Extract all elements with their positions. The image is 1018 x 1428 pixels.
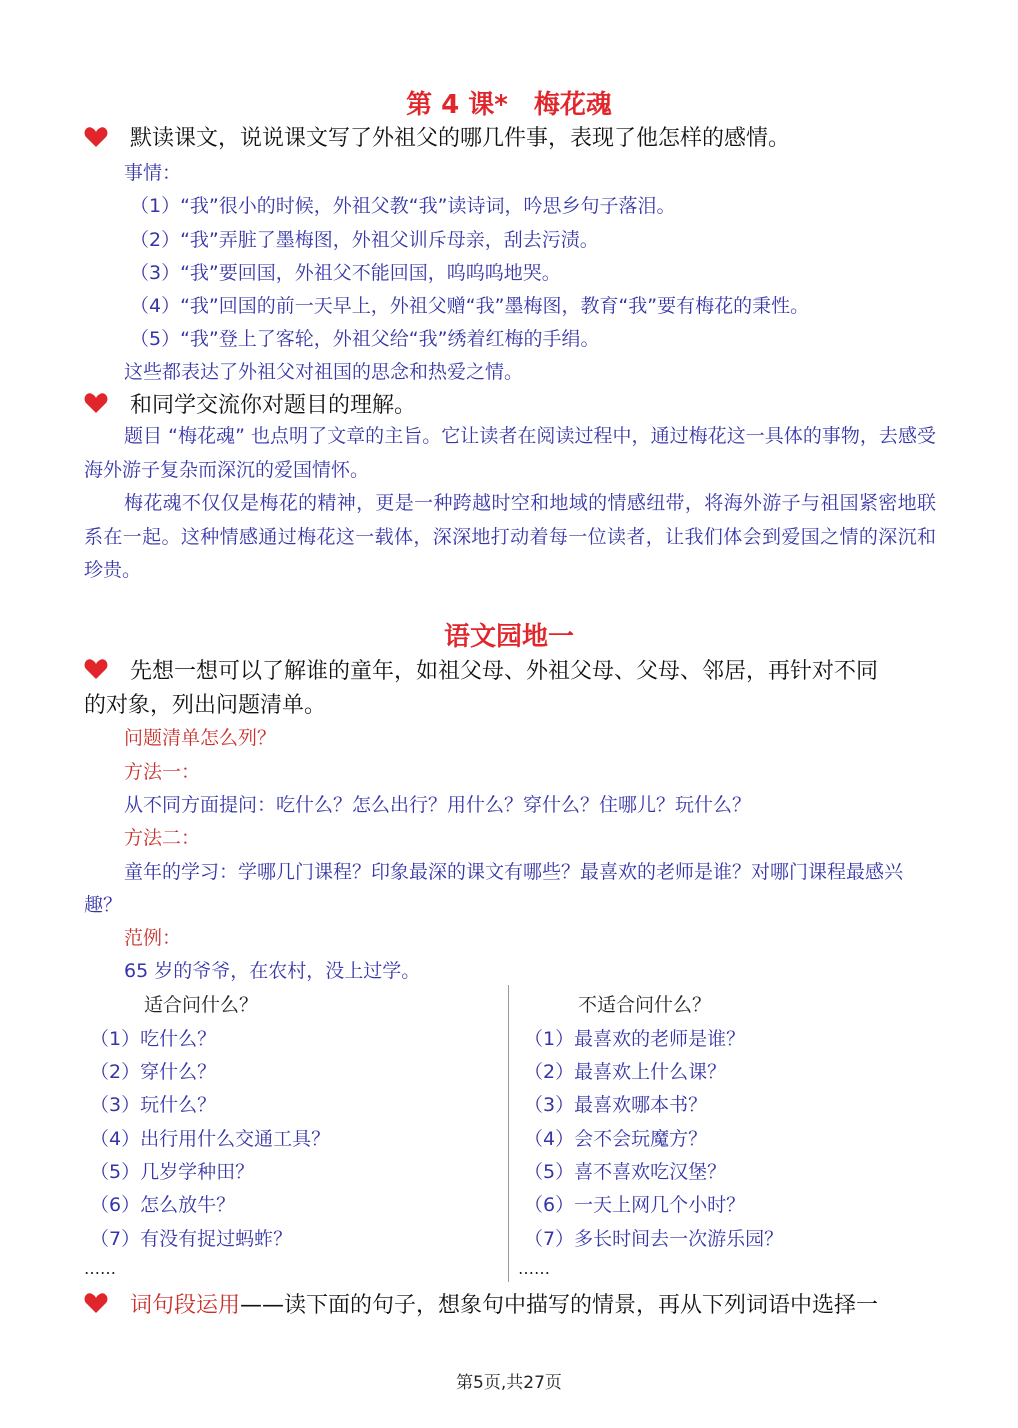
- events-label: 事情：: [124, 162, 182, 184]
- unsuitable-item: （3）最喜欢哪本书？: [524, 1094, 708, 1116]
- unsuitable-item: （7）多长时间去一次游乐园？: [524, 1228, 784, 1250]
- page-number: 第5页,共27页: [456, 1373, 562, 1393]
- question-3-label: 词句段运用: [130, 1293, 241, 1318]
- suitable-item: （1）吃什么？: [90, 1028, 217, 1050]
- garden-question-1-cont: 的对象，列出问题清单。: [84, 693, 327, 718]
- paragraph-2: 梅花魂不仅仅是梅花的精神，更是一种跨越时空和地域的情感纽带，将海外游子与祖国紧密地联系在一起。这种情感通过梅花这一载体，深深地打动着每一位读者，让我们体会到爱国之情的深沉和珍贵。: [84, 492, 936, 581]
- how-label: 问题清单怎么列？: [124, 727, 277, 749]
- question-3-text: ——读下面的句子，想象句中描写的情景，再从下列词语中选择一: [240, 1293, 879, 1318]
- event-item: （5）“我”登上了客轮，外祖父给“我”绣着红梅的手绢。: [130, 328, 600, 350]
- suitable-item: （2）穿什么？: [90, 1061, 217, 1083]
- example-text: 65 岁的爷爷，在农村，没上过学。: [124, 960, 421, 982]
- suitable-item: （6）怎么放牛？: [90, 1194, 236, 1216]
- suitable-header: 适合问什么？: [144, 994, 259, 1016]
- suitable-item: （3）玩什么？: [90, 1094, 217, 1116]
- question-1: 默读课文，说说课文写了外祖父的哪几件事，表现了他怎样的感情。: [130, 126, 791, 151]
- unsuitable-item: （4）会不会玩魔方？: [524, 1128, 708, 1150]
- method2-text: 童年的学习：学哪几门课程？印象最深的课文有哪些？最喜欢的老师是谁？对哪门课程最感兴: [124, 861, 904, 883]
- garden-question-1: 先想一想可以了解谁的童年，如祖父母、外祖父母、父母、邻居，再针对不同: [130, 659, 879, 684]
- suitable-item: （4）出行用什么交通工具？: [90, 1128, 331, 1150]
- question-2: 和同学交流你对题目的理解。: [130, 393, 417, 418]
- garden-question-3: [130, 1288, 878, 1319]
- method2-label: 方法二：: [124, 827, 201, 849]
- section-title: 语文园地一: [443, 622, 574, 652]
- unsuitable-item: （5）喜不喜欢吃汉堡？: [524, 1161, 727, 1183]
- method1-label: 方法一：: [124, 761, 201, 783]
- suitable-item: （7）有没有捉过蚂蚱？: [90, 1228, 293, 1250]
- heart-icon: [84, 658, 108, 680]
- event-item: （1）“我”很小的时候，外祖父教“我”读诗词，吟思乡句子落泪。: [130, 195, 676, 217]
- ellipsis-right: ……: [518, 1259, 550, 1278]
- heart-icon: [84, 1292, 108, 1314]
- column-divider: [508, 985, 509, 1282]
- heart-icon: [84, 126, 108, 148]
- ellipsis-left: ……: [84, 1259, 116, 1278]
- lesson-title: 第 4 课* 梅花魂: [406, 90, 612, 120]
- unsuitable-header: 不适合问什么？: [578, 994, 712, 1016]
- event-item: （3）“我”要回国，外祖父不能回国，呜呜呜地哭。: [130, 262, 561, 284]
- unsuitable-item: （1）最喜欢的老师是谁？: [524, 1028, 746, 1050]
- method1-text: 从不同方面提问：吃什么？怎么出行？用什么？穿什么？住哪儿？玩什么？: [124, 794, 752, 816]
- unsuitable-item: （6）一天上网几个小时？: [524, 1194, 746, 1216]
- paragraph-1: 题目 “梅花魂” 也点明了文章的主旨。它让读者在阅读过程中，通过梅花这一具体的事物，去感受海外游子复杂而深沉的爱国情怀。: [84, 425, 936, 481]
- events-summary: 这些都表达了外祖父对祖国的思念和热爱之情。: [124, 361, 524, 383]
- suitable-item: （5）几岁学种田？: [90, 1161, 255, 1183]
- event-item: （2）“我”弄脏了墨梅图，外祖父训斥母亲，刮去污渍。: [130, 229, 599, 251]
- method2-text-cont: 趣？: [84, 894, 123, 916]
- example-label: 范例：: [124, 927, 182, 949]
- event-item: （4）“我”回国的前一天早上，外祖父赠“我”墨梅图，教育“我”要有梅花的秉性。: [130, 295, 810, 317]
- unsuitable-item: （2）最喜欢上什么课？: [524, 1061, 727, 1083]
- heart-icon: [84, 392, 108, 414]
